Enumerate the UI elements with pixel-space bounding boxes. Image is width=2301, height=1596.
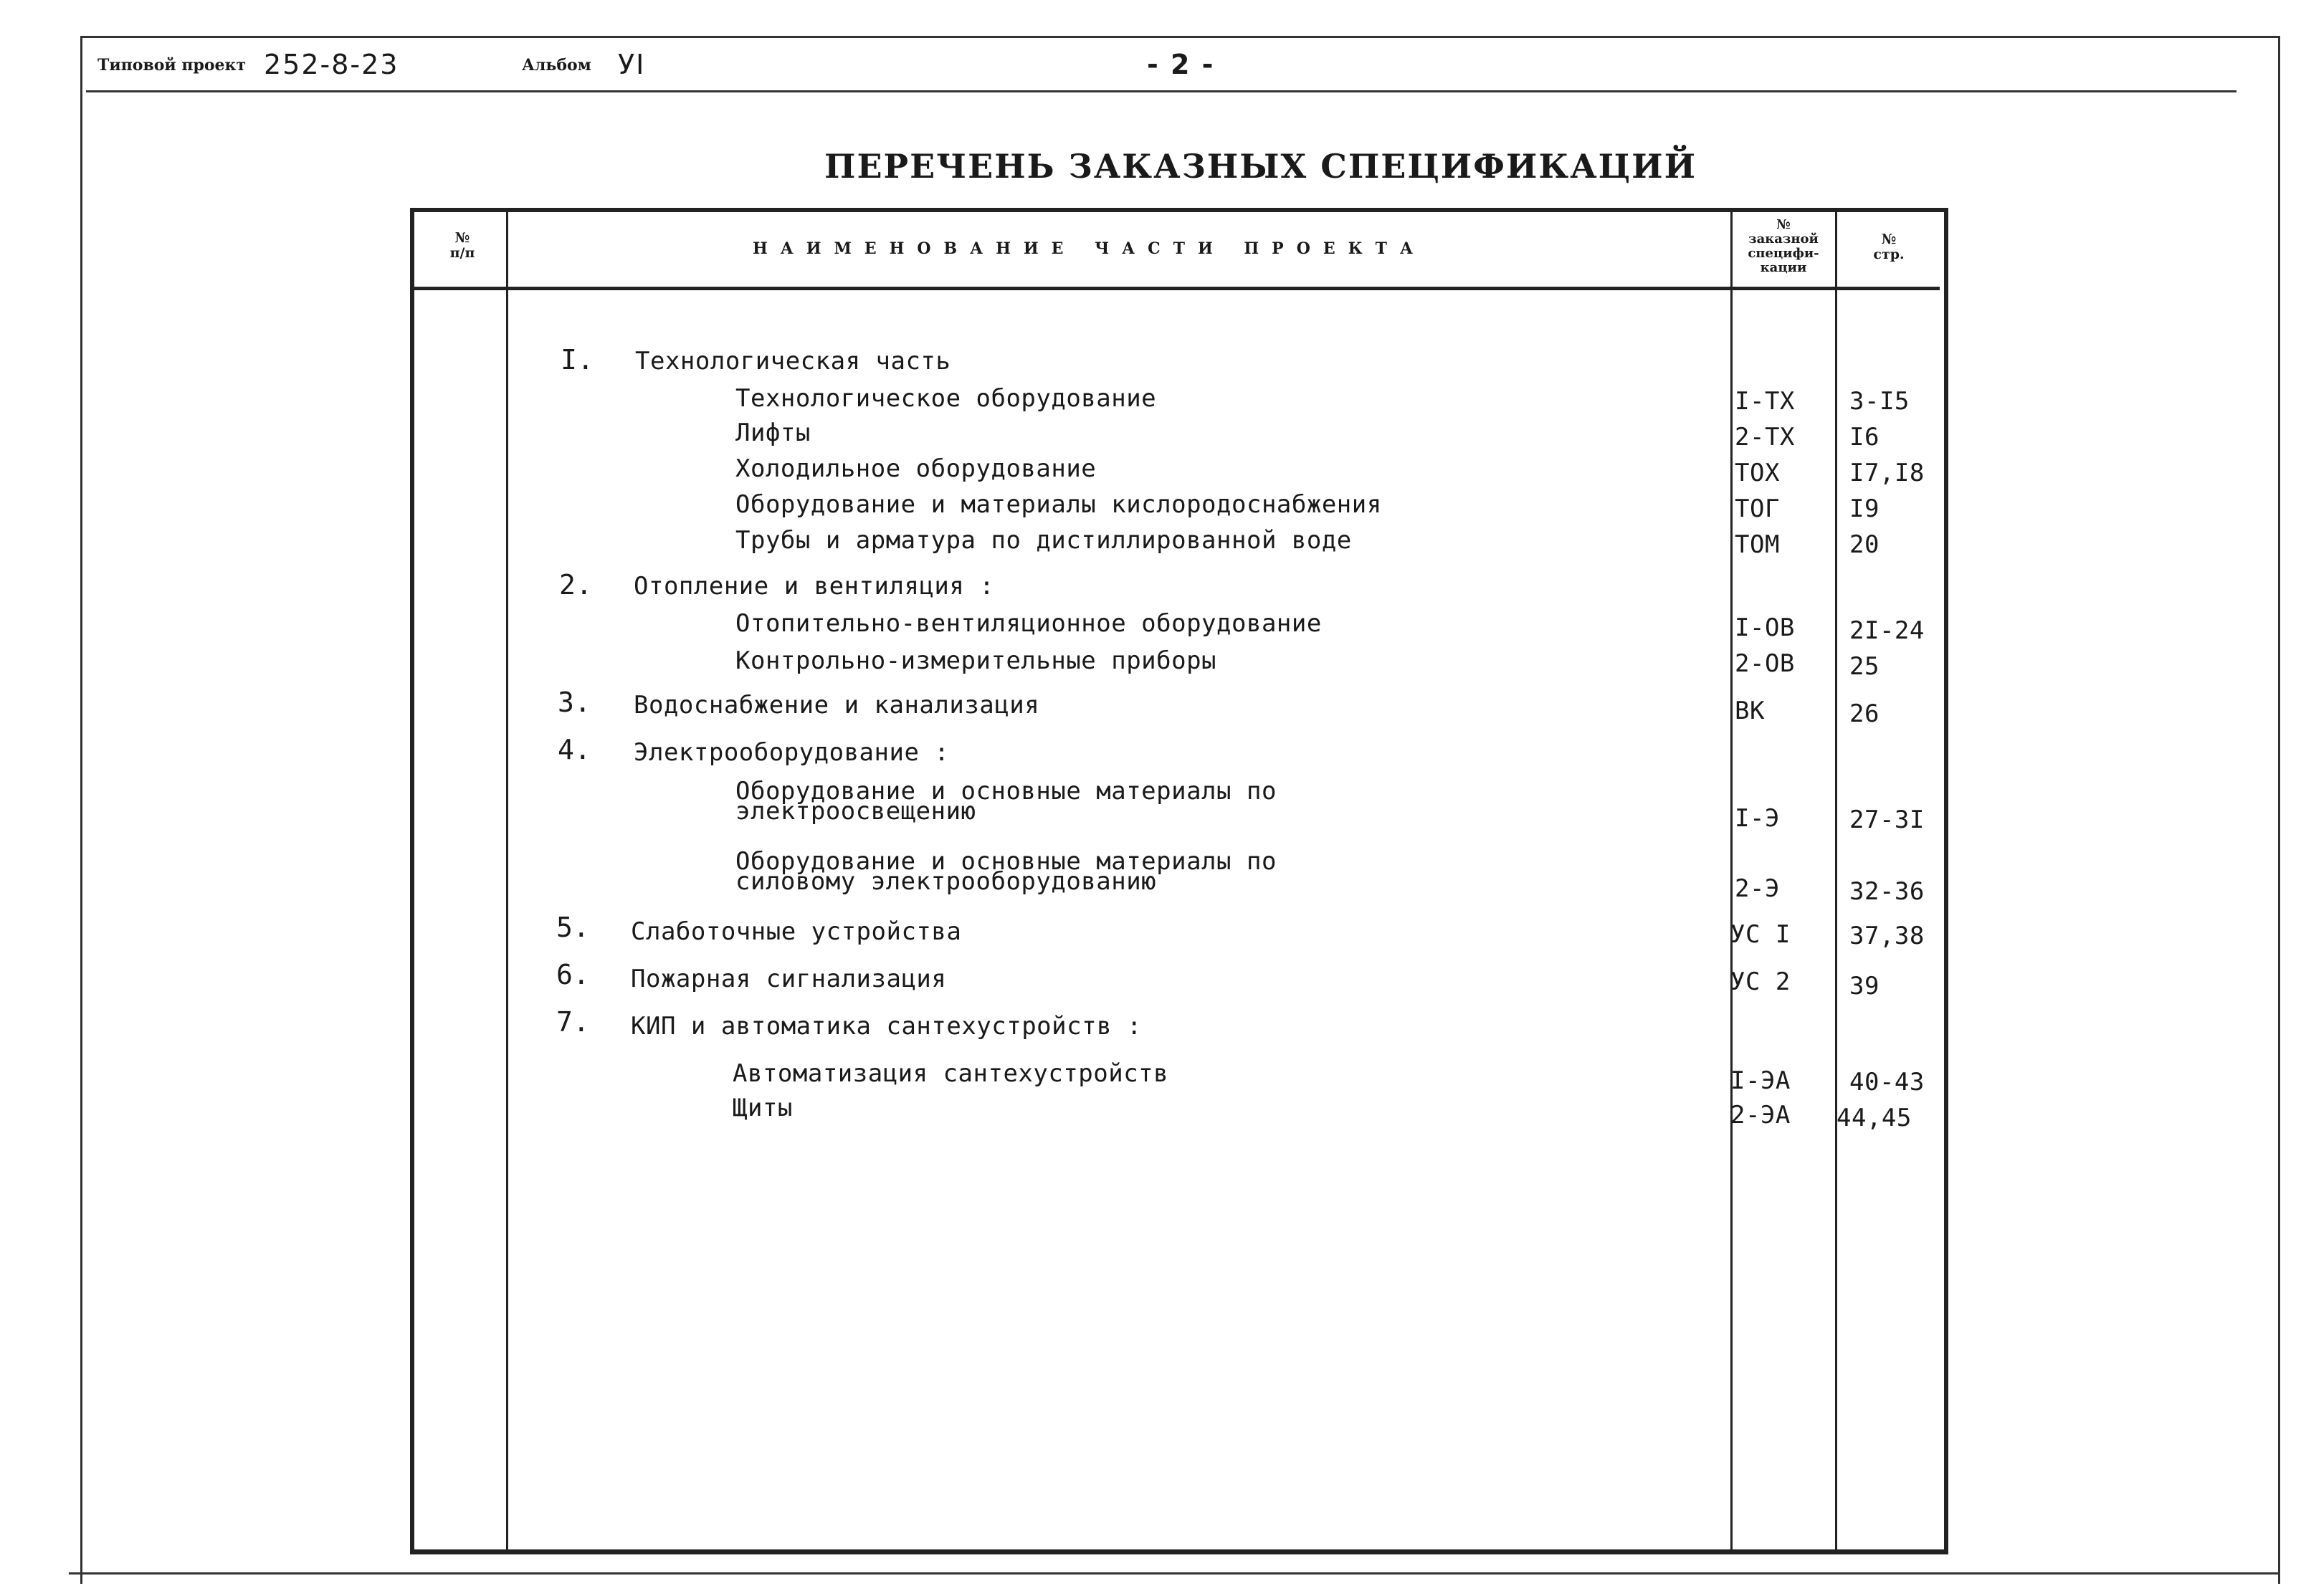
album-label: Альбом [522, 56, 591, 75]
row-name: Трубы и арматура по дистиллированной воде [735, 526, 1352, 555]
row-page: 32-36 [1849, 877, 1925, 906]
frame-left-border [80, 36, 82, 1584]
row-name: Оборудование и основные материалы по силовому электрооборудованию [735, 847, 1277, 896]
row-page: 26 [1849, 699, 1880, 728]
document-title: ПЕРЕЧЕНЬ ЗАКАЗНЫХ СПЕЦИФИКАЦИЙ [824, 147, 1697, 186]
row-name: Контрольно-измерительные приборы [735, 646, 1217, 675]
row-page: 20 [1849, 530, 1880, 559]
table-header-divider [414, 287, 1940, 290]
row-name: Автоматизация сантехустройств [733, 1059, 1169, 1088]
column-divider-num [506, 208, 508, 1549]
row-page: 25 [1849, 652, 1880, 681]
row-name: КИП и автоматика сантехустройств : [631, 1012, 1142, 1041]
frame-bottom-border [69, 1572, 2279, 1575]
row-number: I. [561, 344, 594, 376]
row-page: I9 [1849, 494, 1880, 523]
row-page: I7,I8 [1849, 459, 1925, 487]
row-page: 3-I5 [1849, 387, 1910, 416]
row-spec: I-ТХ [1735, 387, 1795, 416]
header-num: № п/п [449, 230, 475, 261]
row-spec: 2-Э [1735, 874, 1780, 903]
header-page: № стр. [1873, 231, 1905, 262]
row-page: I6 [1849, 423, 1880, 451]
header-divider [86, 90, 2236, 92]
row-spec: I-ЭА [1730, 1066, 1791, 1095]
row-spec: ТОХ [1735, 459, 1780, 487]
row-page: 44,45 [1836, 1104, 1912, 1132]
row-page: 2I-24 [1849, 616, 1925, 645]
row-spec: ТОГ [1735, 494, 1780, 523]
album-number: УI [618, 49, 646, 80]
row-name: Лифты [735, 419, 811, 447]
row-page: 27-3I [1849, 806, 1925, 834]
frame-top-border [80, 36, 2279, 38]
row-name: Щиты [733, 1094, 793, 1122]
row-page: 39 [1849, 972, 1880, 1000]
row-spec: 2-ТХ [1735, 423, 1795, 451]
frame-right-border [2278, 36, 2280, 1584]
row-spec: 2-ОВ [1735, 649, 1795, 678]
header-spec: № заказной специфи- кации [1748, 217, 1819, 275]
row-number: 6. [556, 959, 590, 990]
row-number: 4. [558, 734, 591, 765]
row-spec: УС I [1730, 920, 1791, 949]
row-spec: УС 2 [1730, 967, 1791, 996]
column-divider-name [1730, 208, 1733, 1549]
row-name: Технологическое оборудование [735, 384, 1157, 413]
row-spec: 2-ЭА [1730, 1101, 1791, 1129]
row-page: 37,38 [1849, 922, 1925, 950]
row-name: Оборудование и основные материалы по электроосвещению [735, 777, 1277, 826]
project-number: 252-8-23 [264, 49, 399, 80]
project-label: Типовой проект [97, 56, 247, 75]
row-spec: ТОМ [1735, 530, 1780, 559]
page-number: - 2 - [1147, 49, 1215, 80]
row-name: Водоснабжение и канализация [634, 691, 1040, 720]
row-name: Отопительно-вентиляционное оборудование [735, 609, 1322, 638]
row-name: Слаботочные устройства [631, 917, 962, 946]
row-name: Пожарная сигнализация [631, 965, 947, 993]
row-spec: ВК [1735, 697, 1765, 725]
row-number: 7. [556, 1006, 590, 1038]
row-name: Холодильное оборудование [735, 454, 1097, 483]
row-spec: I-Э [1735, 804, 1780, 833]
row-name: Оборудование и материалы кислородоснабжения [735, 490, 1382, 519]
column-divider-spec [1835, 208, 1837, 1549]
row-name: Технологическая часть [635, 347, 951, 376]
row-page: 40-43 [1849, 1068, 1925, 1096]
row-spec: I-ОВ [1735, 613, 1795, 642]
header-name: НАИМЕНОВАНИЕ ЧАСТИ ПРОЕКТА [753, 239, 1426, 258]
row-number: 3. [558, 687, 591, 718]
row-name: Отопление и вентиляция : [634, 572, 995, 601]
row-number: 5. [556, 912, 590, 943]
row-number: 2. [559, 569, 593, 601]
row-name: Электрооборудование : [634, 738, 950, 767]
